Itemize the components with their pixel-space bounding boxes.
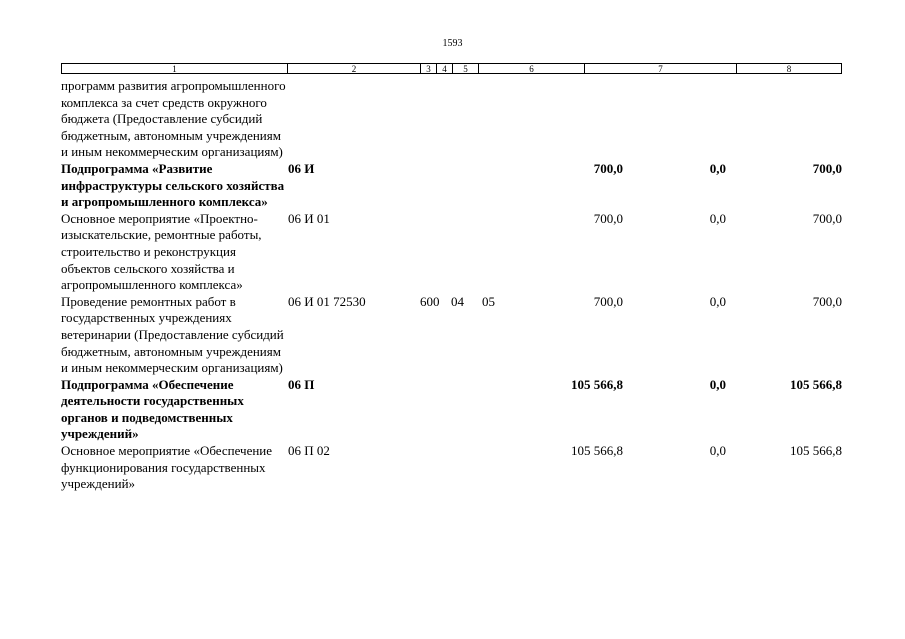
row-col-3: 600 — [420, 293, 440, 309]
header-col-4: 4 — [437, 64, 453, 73]
row-value-8: 700,0 — [812, 293, 842, 309]
row-col-5: 05 — [482, 293, 495, 309]
header-col-1: 1 — [62, 64, 288, 73]
row-description: Подпрограмма «Обеспечение деятельности государственных органов и подведомственных учреждений» — [61, 376, 244, 442]
header-col-6: 6 — [479, 64, 585, 73]
row-value-8: 700,0 — [812, 160, 842, 176]
header-col-2: 2 — [288, 64, 421, 73]
row-value-6: 700,0 — [593, 160, 623, 176]
row-col-4: 04 — [451, 293, 464, 309]
row-code: 06 И — [288, 160, 315, 176]
row-value-7: 0,0 — [709, 210, 726, 226]
row-description: программ развития агропромышленного комплекса за счет средств окружного бюджета (Предоставление субсидий бюджетным, автономным учреждениям и иным некоммерческим организациям) — [61, 78, 286, 160]
table-row — [61, 211, 842, 294]
row-description: Основное мероприятие «Обеспечение функционирования государственных учреждений» — [61, 443, 273, 492]
page-number: 1593 — [442, 38, 463, 49]
row-value-7: 0,0 — [709, 376, 726, 392]
row-value-8: 105 566,8 — [790, 376, 842, 392]
row-value-8: 105 566,8 — [790, 443, 842, 459]
table-row — [61, 161, 842, 211]
table-row — [61, 443, 842, 493]
row-code: 06 П 02 — [288, 443, 330, 459]
row-code: 06 И 01 — [288, 210, 330, 226]
row-value-8: 700,0 — [812, 210, 842, 226]
table-row — [61, 294, 842, 377]
row-value-7: 0,0 — [709, 293, 726, 309]
table-row — [61, 377, 842, 443]
row-value-6: 700,0 — [593, 210, 623, 226]
table-header — [61, 63, 842, 74]
row-code: 06 П — [288, 376, 315, 392]
row-value-7: 0,0 — [709, 443, 726, 459]
table-row — [61, 78, 842, 161]
table-body — [61, 78, 842, 493]
row-description: Подпрограмма «Развитие инфраструктуры сельского хозяйства и агропромышленного комплекса» — [61, 160, 285, 210]
header-col-8: 8 — [786, 64, 792, 74]
row-code: 06 И 01 72530 — [288, 293, 366, 309]
header-col-5: 5 — [453, 64, 479, 73]
row-description: Основное мероприятие «Проектно-изыскательские, ремонтные работы, строительство и реконструкция объектов сельского хозяйства и агропромышленного комплекса» — [61, 210, 262, 293]
row-value-6: 700,0 — [593, 293, 623, 309]
header-col-7: 7 — [585, 64, 737, 73]
row-value-6: 105 566,8 — [571, 443, 623, 459]
row-value-7: 0,0 — [709, 160, 726, 176]
row-value-6: 105 566,8 — [571, 376, 623, 392]
header-col-3: 3 — [421, 64, 437, 73]
row-description: Проведение ремонтных работ в государственных учреждениях ветеринарии (Предоставление субсидий бюджетным, автономным учреждениям и иным некоммерческим организациям) — [61, 293, 284, 376]
